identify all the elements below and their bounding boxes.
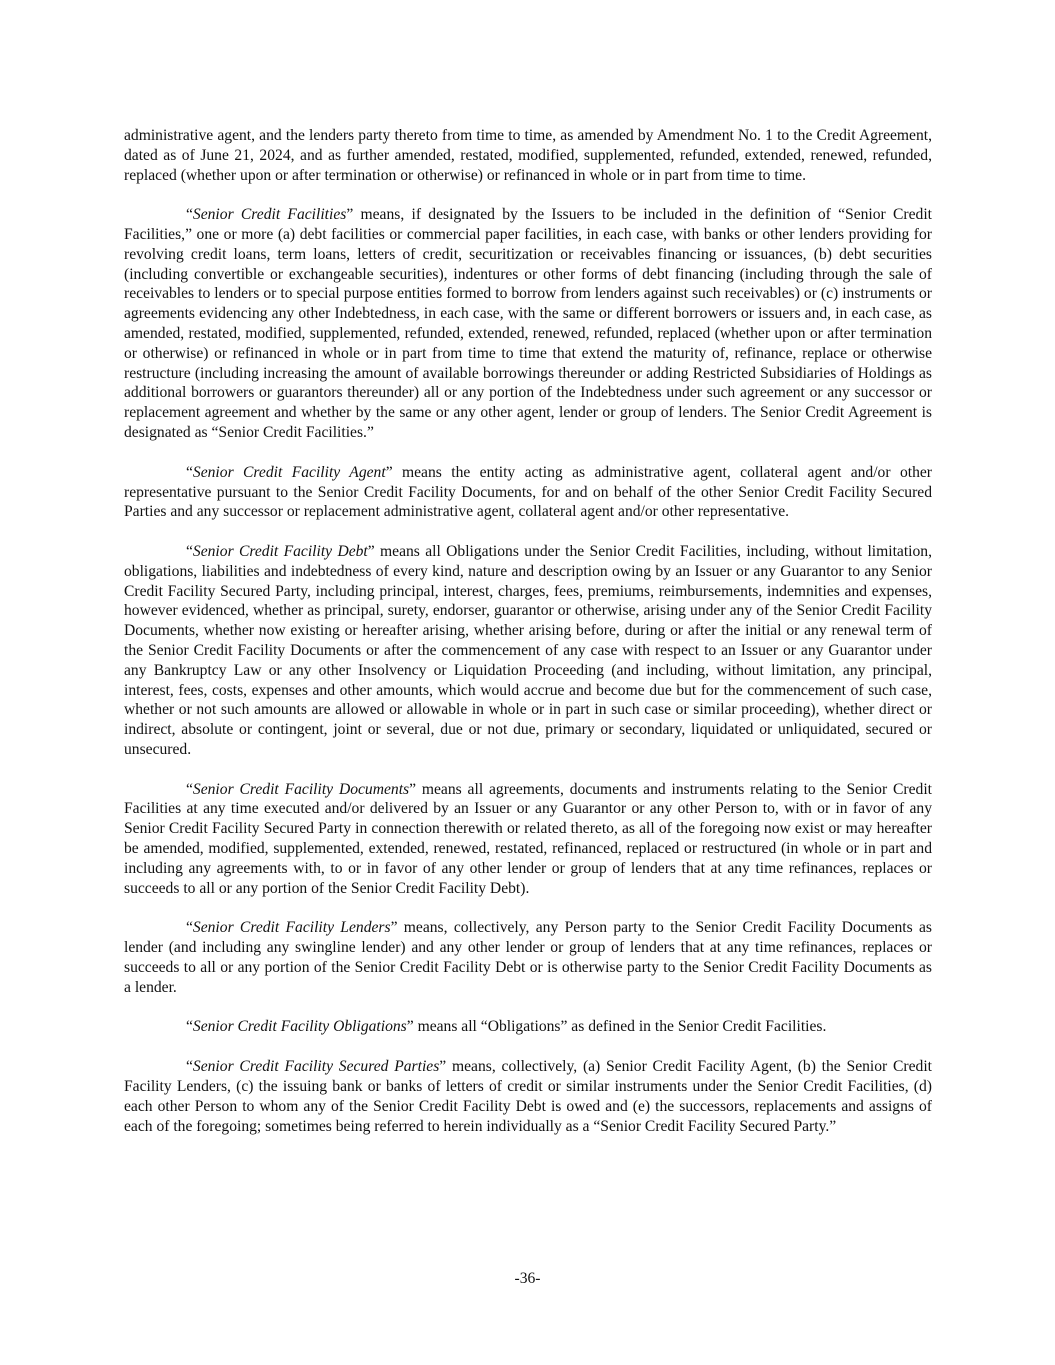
paragraph-text: administrative agent, and the lenders party thereto from time to time, as amended by Amendment No. 1 to the Credit Agreement, dated as of June 21, 2024, and as further amended, restated, modified, supplemented, refunded, extended, renewed, refunded, replaced (whether upon or after termination or otherwise) or refinanced in whole or in part from time to time. [124,127,932,184]
open-quote: “ [186,463,193,481]
close-quote: ” [385,463,393,481]
close-quote: ” [367,543,375,561]
defined-term: Senior Credit Facility Documents [192,780,410,798]
definition-senior-credit-facility-debt [124,542,932,760]
open-quote: “ [186,1018,193,1036]
open-quote: “ [186,919,193,937]
definition-text: means all “Obligations” as defined in the Senior Credit Facilities. [413,1018,827,1036]
defined-term: Senior Credit Facility Secured Parties [192,1058,440,1076]
close-quote: ” [409,780,417,798]
defined-term: Senior Credit Facility Agent [192,463,386,481]
open-quote: “ [186,780,193,798]
close-quote: ” [439,1058,447,1076]
page-number: -36- [514,1270,541,1287]
definition-text: means all Obligations under the Senior Credit Facilities, including, without limitation, obligations, liabilities and indebtedness of every kind, nature and description owing by an Issuer or any Guarantor to any Senior Credit Facility Secured Party, including principal, interest, charges, fees, premiums, reimbursements, indemnities and expenses, however evidenced, whether as principal, surety, endorser, guarantor or otherwise, arising under any of the Senior Credit Facility Documents, whether now existing or hereafter arising, whether arising before, during or after the initial or any renewal term of the Senior Credit Facility Documents or after the commencement of any case with respect to an Issuer or any Guarantor under any Bankruptcy Law or any other Insolvency or Liquidation Proceeding (and including, without limitation, any principal, interest, fees, costs, expenses and other amounts, which would accrue and become due but for the commencement of such case, whether or not such amounts are allowed or allowable in whole or in part in such case or similar proceeding), whether direct or indirect, absolute or contingent, joint or several, due or not due, primary or secondary, liquidated or unliquidated, secured or unsecured. [124,543,932,758]
definition-text: means all agreements, documents and instruments relating to the Senior Credit Facilities at any time executed and/or delivered by an Issuer or any Guarantor or any other Person to, with or in favor of any Senior Credit Facility Secured Party in connection therewith or related thereto, as all of the foregoing now exist or may hereafter be amended, modified, supplemented, extended, renewed, restated, refinanced, replaced or restructured (in whole or in part and including any agreements with, to or in favor of any other lender or group of lenders that at any time refinances, replaces or succeeds to all or any portion of the Senior Credit Facility Debt). [124,780,932,897]
definition-text: means the entity acting as administrative agent, collateral agent and/or other representative pursuant to the Senior Credit Facility Documents, for and on behalf of the other Senior Credit Facility Secured Parties and any successor or replacement administrative agent, collateral agent and/or other representative. [124,463,932,521]
close-quote: ” [390,919,398,937]
defined-term: Senior Credit Facility Debt [192,543,368,561]
definition-senior-credit-facilities [124,205,932,443]
defined-term: Senior Credit Facility Lenders [192,919,391,937]
defined-term: Senior Credit Facilities [192,206,347,224]
definition-text: means, collectively, any Person party to the Senior Credit Facility Documents as lender (and including any swingline lender) and any other lender or group of lenders that at any time refinances, replaces or succeeds to all or any portion of the Senior Credit Facility Debt or is otherwise party to the Senior Credit Facility Documents as a lender. [124,919,933,996]
definition-senior-credit-facility-secured-parties [124,1057,932,1136]
definition-senior-credit-facility-lenders [124,918,932,997]
defined-term: Senior Credit Facility Obligations [192,1018,407,1036]
paragraph-continuation [124,126,932,185]
definition-text: means, collectively, (a) Senior Credit Facility Agent, (b) the Senior Credit Facility Lenders, (c) the issuing bank or banks of letters of credit or similar instruments under the Senior Credit Facilities, (d) each other Person to whom any of the Senior Credit Facility Debt is owed and (e) the successors, replacements and assigns of each of the foregoing; sometimes being referred to herein individually as a “Senior Credit Facility Secured Party.” [124,1058,933,1135]
open-quote: “ [186,206,193,224]
definition-senior-credit-facility-documents [124,780,932,899]
definition-senior-credit-facility-agent [124,463,932,522]
open-quote: “ [186,1058,193,1076]
definition-senior-credit-facility-obligations [124,1017,932,1037]
close-quote: ” [346,206,354,224]
document-page [124,126,932,1156]
open-quote: “ [186,543,193,561]
definition-text: means, if designated by the Issuers to be included in the definition of “Senior Credit Facilities,” one or more (a) debt facilities or commercial paper facilities, in each case, with banks or other lenders providing for revolving credit loans, term loans, letters of credit, securitization or receivables financing or issuances, (b) debt securities (including convertible or exchangeable securities), indentures or other forms of debt financing (including through the sale of receivables to lenders or to special purpose entities formed to borrow from lenders against such receivables) or (c) instruments or agreements evidencing any other Indebtedness, in each case, with the same or different borrowers or issuers and, in each case, as amended, restated, modified, supplemented, refunded, extended, renewed, refunded, replaced (whether upon or after termination or otherwise) or refinanced in whole or in part from time to time that extend the maturity of, refinance, replace or otherwise restructure (including increasing the amount of available borrowings thereunder or adding Restricted Subsidiaries of Holdings as additional borrowers or guarantors thereunder) all or any portion of the Indebtedness under such agreement or any successor or replacement agreement and whether by the same or any other agent, lender or group of lenders. The Senior Credit Agreement is designated as “Senior Credit Facilities.” [124,206,932,442]
close-quote: ” [406,1018,414,1036]
